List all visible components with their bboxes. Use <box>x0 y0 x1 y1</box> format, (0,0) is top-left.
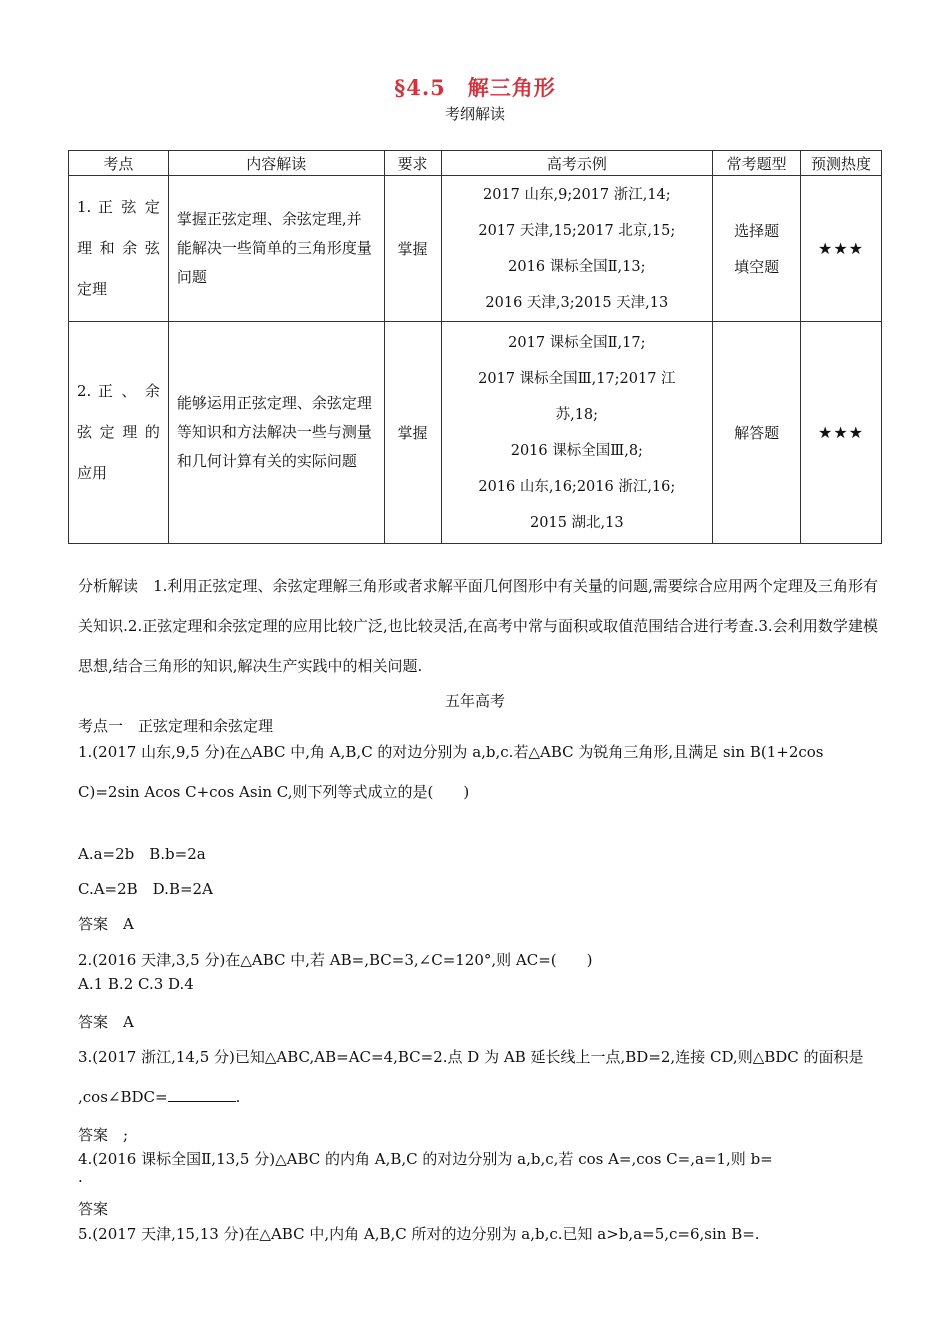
heat-stars: ★★★ <box>801 176 882 322</box>
cell-point: 1. 正 弦 定 理 和 余 弦 定理 <box>69 176 169 322</box>
header-content: 内容解读 <box>168 151 384 176</box>
question-5-line: 5.(2017 天津,15,13 分)在△ABC 中,内角 A,B,C 所对的边分别为 a,b,c.已知 a>b,a=5,c=6,sin B=. <box>78 1225 760 1243</box>
question-4-answer: 答案 <box>78 1200 109 1218</box>
header-requirement: 要求 <box>384 151 441 176</box>
cell-types: 选择题 填空题 <box>713 176 801 322</box>
topic-heading: 考点一 正弦定理和余弦定理 <box>78 717 274 735</box>
table-row <box>69 322 882 544</box>
question-2-options: A.1 B.2 C.3 D.4 <box>78 975 194 993</box>
answer-blank <box>168 1087 236 1102</box>
syllabus-table <box>68 150 882 544</box>
question-2-line: 2.(2016 天津,3,5 分)在△ABC 中,若 AB=,BC=3,∠C=120°,则 AC=( ) <box>78 951 593 969</box>
cell-examples: 2017 课标全国Ⅱ,17; 2017 课标全国Ⅲ,17;2017 江 苏,18; 2016 课标全国Ⅲ,8; 2016 山东,16;2016 浙江,16; 2015 湖北,13 <box>441 322 713 544</box>
question-1-options-1: A.a=2b B.b=2a <box>78 845 206 863</box>
question-3-line-2: ,cos∠BDC= . <box>78 1088 241 1106</box>
question-1-line-1: 1.(2017 山东,9,5 分)在△ABC 中,角 A,B,C 的对边分别为 a,b,c.若△ABC 为锐角三角形,且满足 sin B(1+2cos <box>78 743 824 761</box>
header-heat: 预测热度 <box>801 151 882 176</box>
table-header-row <box>69 151 882 176</box>
header-point: 考点 <box>69 151 169 176</box>
header-examples: 高考示例 <box>441 151 713 176</box>
analysis-text: 1.利用正弦定理、余弦定理解三角形或者求解平面几何图形中有关量的问题,需要综合应用两个定理及三角形有关知识.2.正弦定理和余弦定理的应用比较广泛,也比较灵活,在高考中常与面积或取值范围结合进行考查.3.会利用数学建模思想,结合三角形的知识,解决生产实践中的相关问题. <box>78 577 878 675</box>
page-subtitle: 考纲解读 <box>444 105 505 123</box>
cell-content: 掌握正弦定理、余弦定理,并能解决一些简单的三角形度量问题 <box>168 176 384 322</box>
cell-point: 2. 正 、 余 弦 定 理 的 应用 <box>69 322 169 544</box>
header-types: 常考题型 <box>713 151 801 176</box>
question-3-line-1: 3.(2017 浙江,14,5 分)已知△ABC,AB=AC=4,BC=2.点 D 为 AB 延长线上一点,BD=2,连接 CD,则△BDC 的面积是 <box>78 1048 864 1066</box>
question-4-line-2: . <box>78 1168 83 1186</box>
heat-stars: ★★★ <box>801 322 882 544</box>
question-1-options-2: C.A=2B D.B=2A <box>78 880 213 898</box>
analysis-paragraph <box>78 566 878 686</box>
cell-requirement: 掌握 <box>384 176 441 322</box>
table-row <box>69 176 882 322</box>
analysis-label: 分析解读 <box>78 577 139 595</box>
cell-content: 能够运用正弦定理、余弦定理等知识和方法解决一些与测量和几何计算有关的实际问题 <box>168 322 384 544</box>
question-2-answer: 答案 A <box>78 1013 134 1031</box>
page-title: §4.5 解三角形 <box>394 75 556 100</box>
cell-examples: 2017 山东,9;2017 浙江,14; 2017 天津,15;2017 北京,15; 2016 课标全国Ⅱ,13; 2016 天津,3;2015 天津,13 <box>441 176 713 322</box>
cell-requirement: 掌握 <box>384 322 441 544</box>
section-heading: 五年高考 <box>444 692 505 710</box>
question-3-answer: 答案 ; <box>78 1126 129 1144</box>
question-1-line-2: C)=2sin Acos C+cos Asin C,则下列等式成立的是( ) <box>78 783 470 801</box>
cell-types: 解答题 <box>713 322 801 544</box>
question-1-answer: 答案 A <box>78 915 134 933</box>
question-4-line-1: 4.(2016 课标全国Ⅱ,13,5 分)△ABC 的内角 A,B,C 的对边分别为 a,b,c,若 cos A=,cos C=,a=1,则 b= <box>78 1150 773 1168</box>
